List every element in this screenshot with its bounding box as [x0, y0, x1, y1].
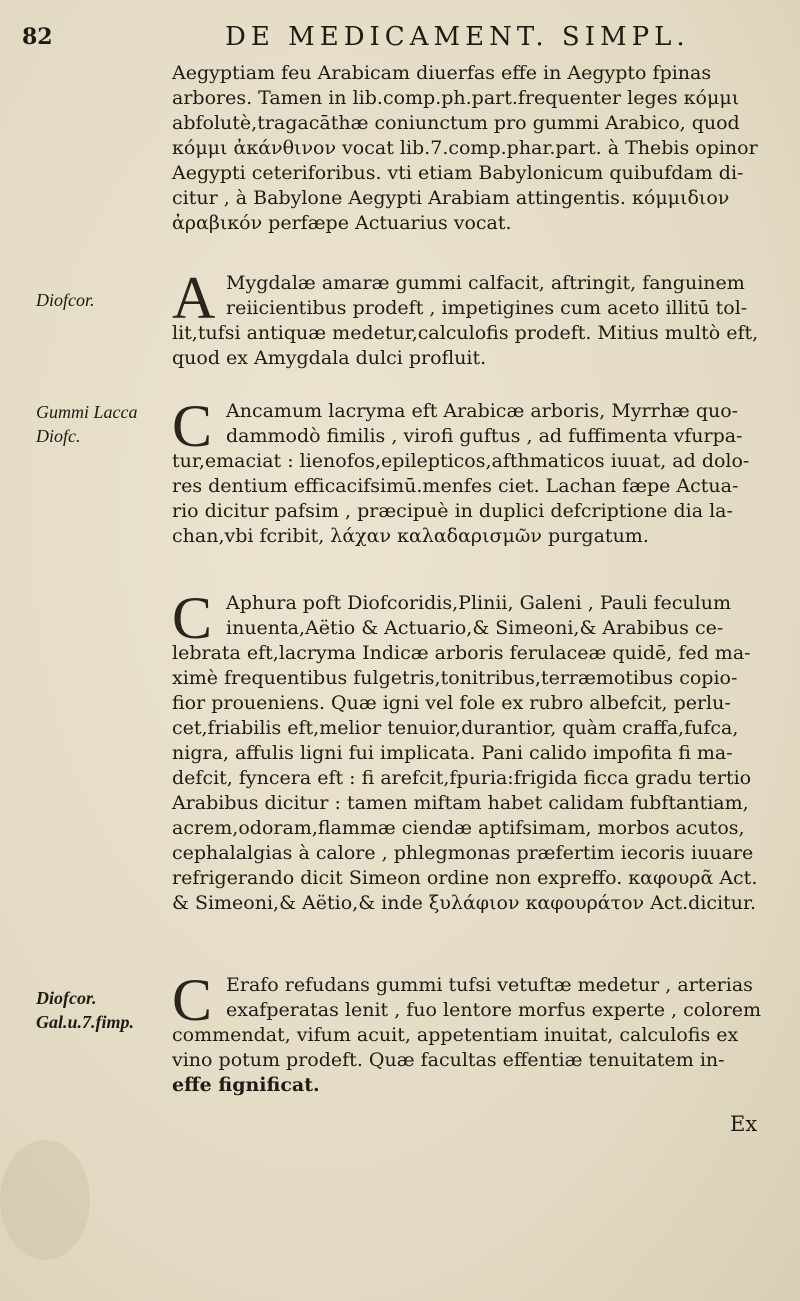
text-line: chan,vbi fcribit, λάχαν καλαδαρισμῶν purgatum. — [172, 525, 649, 547]
text-line: res dentium efficacifsimū.menfes ciet. Lachan fæpe Actua- — [172, 475, 739, 497]
text-line: Erafo refudans gummi tufsi vetuftæ medetur , arterias — [226, 974, 753, 996]
text-line: Arabibus dicitur : tamen miftam habet calidam fubftantiam, — [172, 792, 749, 814]
text-line: lebrata eft,lacryma Indicæ arboris ferulaceæ quidē, fed ma- — [172, 642, 751, 664]
text-line: arbores. Tamen in lib.comp.ph.part.frequenter leges κόμμι — [172, 87, 740, 109]
text-line: tur,emaciat : lienofos,epilepticos,afthmaticos iuuat, ad dolo- — [172, 450, 750, 472]
text-line: nigra, affulis ligni fui implicata. Pani calido impofita fi ma- — [172, 742, 733, 764]
text-line: κόμμι ἀκάνθινον vocat lib.7.comp.phar.part. à Thebis opinor — [172, 137, 758, 159]
text-line: rio dicitur pafsim , præcipuè in duplici defcriptione dia la- — [172, 500, 733, 522]
page-header — [0, 18, 800, 58]
text-line: ἀραβικόν perfæpe Actuarius vocat. — [172, 212, 512, 234]
text-line: commendat, vifum acuit, appetentiam inuitat, calculofis ex — [172, 1024, 739, 1046]
text-line: effe fignificat. — [172, 1074, 320, 1096]
text-line: vino potum prodeft. Quæ facultas effentiæ tenuitatem in- — [172, 1049, 725, 1071]
text-line: cet,friabilis eft,melior tenuior,durantior, quàm craffa,fufca, — [172, 717, 739, 739]
catchword: Ex — [730, 1112, 758, 1136]
text-line: defcit, fyncera eft : fi arefcit,fpuria:frigida ficca gradu tertio — [172, 767, 752, 789]
initial-capital: C — [172, 967, 213, 1033]
initial-capital: C — [172, 585, 213, 651]
margin-note: Gal.u.7.fimp. — [36, 1012, 135, 1032]
page-number: 82 — [22, 24, 53, 50]
text-line: lit,tufsi antiquæ medetur,calculofis prodeft. Mitius multò eft, — [172, 322, 759, 344]
margin-note: Diofcor. — [36, 290, 95, 310]
text-line: abfolutè,tragacāthæ coniunctum pro gummi Arabico, quod — [172, 112, 740, 134]
initial-capital: A — [172, 265, 216, 331]
text-line: Aegypti ceteriforibus. vti etiam Babylonicum quibufdam di- — [172, 162, 744, 184]
text-line: refrigerando dicit Simeon ordine non expreffo. καφουρᾶ Act. — [172, 867, 758, 889]
margin-note: Diofcor. — [36, 988, 97, 1008]
text-line: reiicientibus prodeft , impetigines cum aceto illitū tol- — [226, 297, 748, 319]
text-line: acrem,odoram,flammæ ciendæ aptifsimam, morbos acutos, — [172, 817, 745, 839]
text-line: dammodò fimilis , virofi guftus , ad fuffimenta vfurpa- — [226, 425, 743, 447]
text-line: & Simeoni,& Aëtio,& inde ξυλάφιον καφουράτον Act.dicitur. — [172, 892, 757, 914]
text-line: cephalalgias à calore , phlegmonas præfertim iecoris iuuare — [172, 842, 754, 864]
text-line: Aegyptiam feu Arabicam diuerfas effe in Aegypto fpinas — [172, 62, 712, 84]
text-line: fior proueniens. Quæ igni vel fole ex rubro albefcit, perlu- — [172, 692, 731, 714]
text-line: Ancamum lacryma eft Arabicæ arboris, Myrrhæ quo- — [226, 400, 739, 422]
text-line: ximè frequentibus fulgetris,tonitribus,terræmotibus copio- — [172, 667, 738, 689]
running-title: DE MEDICAMENT. SIMPL. — [225, 22, 690, 52]
margin-note: Diofc. — [36, 426, 81, 446]
text-line: citur , à Babylone Aegypti Arabiam attingentis. κόμμιδιον — [172, 187, 730, 209]
text-line: Aphura poft Diofcoridis,Plinii, Galeni , Pauli feculum — [226, 592, 732, 614]
margin-note: Gummi Lacca — [36, 402, 138, 422]
text-line: inuenta,Aëtio & Actuario,& Simeoni,& Arabibus ce- — [226, 617, 724, 639]
paper-stain — [0, 1140, 90, 1260]
text-line: exafperatas lenit , fuo lentore morfus experte , colorem — [226, 999, 762, 1021]
initial-capital: C — [172, 393, 213, 459]
text-line: Mygdalæ amaræ gummi calfacit, aftringit, fanguinem — [226, 272, 745, 294]
text-line: quod ex Amygdala dulci profluit. — [172, 347, 487, 369]
